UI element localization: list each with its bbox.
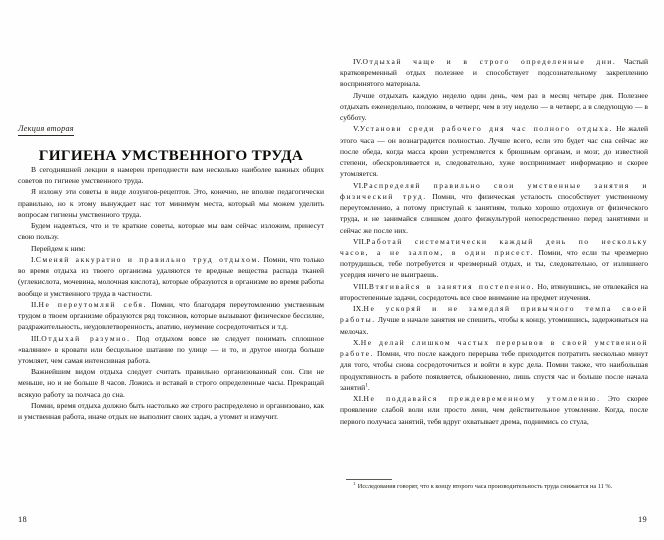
paragraph-numeral: X. [353,337,361,347]
paragraph-numeral: V. [353,124,360,134]
paragraph-lead: Распределяй правильно свои умственные занятия и физический труд. [340,180,648,201]
paragraph-text: Это скорее проявление слабой воли или просто лени, чем действительное утомление. Когда, после первого получаса занятий, тебя вдруг охватывает дрема, поднимись со стула, [340,394,648,426]
page-number-right: 19 [638,515,647,524]
paragraph-numeral: II. [31,299,39,309]
paragraph-lead: Не ускоряй и не замедляй привычного темпа своей работы. [340,304,648,325]
numbered-paragraph [340,180,648,236]
footnote-marker: 1 [365,382,368,389]
footnote-block [340,479,648,492]
numbered-paragraph [18,299,324,333]
left-page-body [18,164,324,422]
paragraph-lead: Не поддавайся преждевременному утомлению. [363,394,601,404]
paragraph-lead: Не переутомляй себя. [38,299,148,309]
numbered-paragraph [340,236,648,281]
paragraph: Перейдем к ним: [31,243,86,253]
numbered-paragraph [340,393,648,427]
paragraph-text-tail: . [367,382,370,392]
numbered-paragraph [340,123,648,179]
footnote-number: 1 [353,481,356,487]
paragraph-text: Частый кратковременный отдых полезнее и способствует подсознательному закреплению воспринятого материала. [340,57,648,89]
paragraph-lead: Не делай слишком частых перерывов в своей умственной работе. [340,337,648,359]
paragraph-numeral: IX. [353,304,364,314]
paragraph-lead: Отдыхай разумно. [41,333,131,343]
paragraph-numeral: VIII. [353,281,369,291]
paragraph-text: Помни, что благодаря переутомлению умственным трудом в твоем организме образуются ряд токсинов, которые вызывают физическое бессилие, раздражительность, неудовлетворенность, апатию, неумение сосредоточиться и т.д. [18,299,324,332]
paragraph-text: Помни, что если ты чрезмерно потрудишься, тебе потребуется и чрезмерный отдых, и ты, следовательно, от излишнего усердия ничего не выиграешь. [340,247,648,280]
numbered-paragraph [340,303,648,337]
paragraph-lead: Отдыхай чаще и в строго определенные дни. [362,57,617,66]
paragraph-numeral: XI. [353,394,364,404]
paragraph-lead: Втягивайся в занятия постепенно. [368,281,536,291]
paragraph-numeral: VII. [353,236,367,246]
paragraph: Лучше отдыхать каждую неделю один день, чем раз в месяц четыре дня. Полезнее отдыхать еженедельно, положим, в четверг, чем в эту неделю — в четверг, а в следующую — в субботу. [340,90,648,123]
paragraph-text: Помни, что только во время отдыха из твоего организма удаляются те вредные вещества распада тканей (углекислота, мочевина, молочная кислота), которые образуются в организме во время работы вообще и умственного труда в частности. [18,254,324,298]
paragraph: Я изложу эти советы в виде лозунгов-рецептов. Это, конечно, не вполне педагогически правильно, но к этому вынуждает нас тот минимум места, который мы можем уделить вопросам гигиены умственного труда. [18,187,324,219]
footnote [340,483,648,492]
footnote-rule [346,479,392,480]
paragraph-text: Помни, что после каждого перерыва тебе приходится потратить несколько минут для того, чтобы снова сосредоточиться и войти в курс дела. Помни также, что наибольшая продуктивность в работе появляется, обыкновенно, лишь спустя час и больше после начала занятий [340,349,648,392]
paragraph-lead: Установи среди рабочего дня час полного отдыха. [359,124,613,134]
numbered-paragraph [18,254,324,299]
paragraph-numeral: VI. [353,180,364,190]
page-number-left: 18 [18,515,27,524]
paragraph: В сегодняшней лекции я намерен преподнести вам несколько наиболее важных общих советов по гигиене умственного труда. [18,165,324,186]
numbered-paragraph [340,337,648,393]
paragraph-numeral: I. [31,254,36,264]
paragraph: Помни, время отдыха должно быть настолько же строго распределено и организовано, как и умственная работа, иначе отдых не выполнит своих задач, а утомит и измучит. [18,400,324,422]
paragraph-text: Лучше в начале занятия не спешить, чтобы к концу, утомившись, задерживаться на мелочах. [340,315,648,336]
numbered-paragraph [18,333,324,367]
paragraph-lead: Сменяй аккуратно и правильно труд отдыхом. [35,254,262,264]
lecture-label: Лекция вторая [18,124,74,136]
paragraph: Будем надеяться, что и те краткие советы, которые мы вам сейчас изложим, принесут свою пользу. [18,221,324,242]
paragraph-numeral: IV. [353,57,363,66]
numbered-paragraph [340,281,648,303]
right-page-body [340,56,648,427]
footnote-body: Исследования говорят, что к концу второго часа производительность труда снижается на 11 %. [357,483,613,491]
paragraph-text: Под отдыхом вовсе не следует понимать сплошное «валяние» в кровати или бесцельное шатание по улице — и то, и другое иногда больше утомляет, чем самая интенсивная работа. [18,333,324,365]
paragraph-numeral: III. [31,333,42,343]
paragraph-text: Не жалей этого часа — он вознаградится полностью. Лучше всего, если это будет час сна сейчас же после обеда, когда масса крови устремляется к брюшным органам, и мозг, до известной степени, обескровливается и, следовательно, хуже воспринимает информацию и скорее утомляется. [340,124,648,179]
lecture-label-wrap [18,118,324,136]
paragraph-text: Помни, что физическая усталость способствует умственному переутомлению, а потому приступай к занятиям, только хорошо отдохнув от физического труда, и не занимайся слишком долго физкультурой непосредственно перед занятиями и сейчас же после них. [340,191,648,235]
page-title: ГИГИЕНА УМСТВЕННОГО ТРУДА [38,147,304,164]
right-page [332,0,664,540]
numbered-paragraph [340,56,648,90]
paragraph: Важнейшим видом отдыха следует считать правильно организованный сон. Спи не меньше, но и не больше 8 часов. Ложись и вставай в строго определенные часы. Прекращай всякую работу за полчаса до сна. [18,367,324,399]
paragraph-lead: Работай систематически каждый день по нескольку часов, а не залпом, в один присест. [340,236,648,257]
paragraph-text: Но, втянувшись, не отвлекайся на второстепенные задачи, сосредоточь все свое внимание на предмет изучения. [340,281,648,302]
